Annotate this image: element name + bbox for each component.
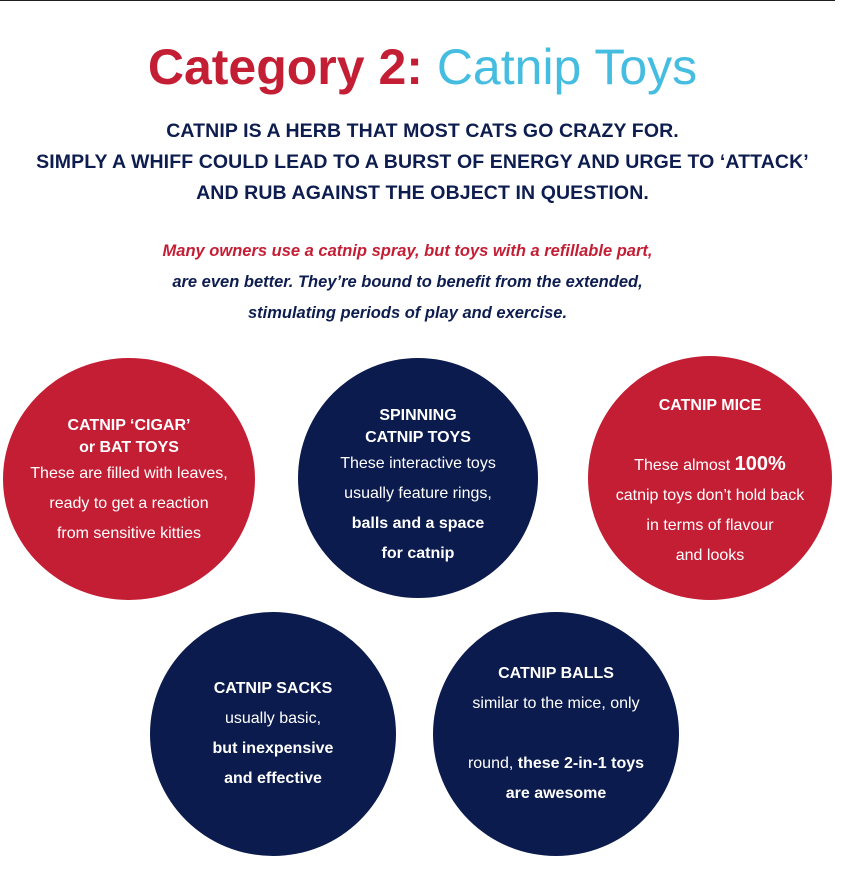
circle-highlight: 100% bbox=[734, 453, 786, 475]
circle-body: usually basic, bbox=[224, 710, 322, 727]
circle-body-bold: but inexpensive and effective bbox=[212, 740, 334, 787]
page-title bbox=[0, 36, 845, 98]
circle-body: These interactive toys usually feature rings, bbox=[340, 455, 496, 502]
circle-title: CATNIP ‘CIGAR’ or BAT TOYS bbox=[67, 417, 191, 456]
circle-catnip-cigar bbox=[3, 358, 255, 600]
circle-catnip-balls bbox=[433, 612, 679, 856]
circle-catnip-mice bbox=[588, 356, 832, 600]
intro-line-2: are even better. They’re bound to benefit from the extended, bbox=[172, 273, 643, 291]
title-topic: Catnip Toys bbox=[436, 39, 698, 95]
headline-line-1: CATNIP IS A HERB THAT MOST CATS GO CRAZY FOR. bbox=[166, 120, 679, 142]
top-rule bbox=[0, 0, 835, 1]
circle-catnip-sacks bbox=[150, 612, 396, 856]
circle-body-bold: balls and a space for catnip bbox=[351, 515, 485, 562]
title-category: Category 2: bbox=[147, 39, 423, 95]
circle-body: catnip toys don’t hold back in terms of flavour and looks bbox=[615, 487, 805, 564]
circle-body-bold: are awesome bbox=[505, 785, 607, 802]
circle-body-pre: These almost bbox=[634, 457, 735, 474]
circle-body-mixed bbox=[468, 719, 644, 779]
circle-body: These are filled with leaves, ready to get a reaction from sensitive kitties bbox=[30, 465, 228, 542]
circle-title: CATNIP MICE bbox=[658, 397, 762, 414]
circle-body: similar to the mice, only bbox=[472, 695, 640, 712]
circle-bold-inline: these 2-in-1 toys bbox=[517, 755, 645, 772]
intro-line-3: stimulating periods of play and exercise. bbox=[247, 304, 568, 322]
circle-title: CATNIP BALLS bbox=[498, 665, 614, 682]
headline bbox=[0, 116, 845, 209]
circle-title: SPINNING CATNIP TOYS bbox=[365, 407, 471, 446]
headline-line-2: SIMPLY A WHIFF COULD LEAD TO A BURST OF ENERGY AND URGE TO ‘ATTACK’ bbox=[36, 151, 809, 173]
headline-line-3: AND RUB AGAINST THE OBJECT IN QUESTION. bbox=[196, 182, 649, 204]
circle-body-inline: round, bbox=[467, 755, 518, 772]
circle-body-first bbox=[634, 419, 786, 481]
circle-title: CATNIP SACKS bbox=[213, 680, 333, 697]
intro-line-1: Many owners use a catnip spray, but toys with a refillable part, bbox=[162, 242, 653, 260]
circle-spinning-toys bbox=[298, 358, 538, 598]
intro-paragraph bbox=[0, 236, 815, 329]
